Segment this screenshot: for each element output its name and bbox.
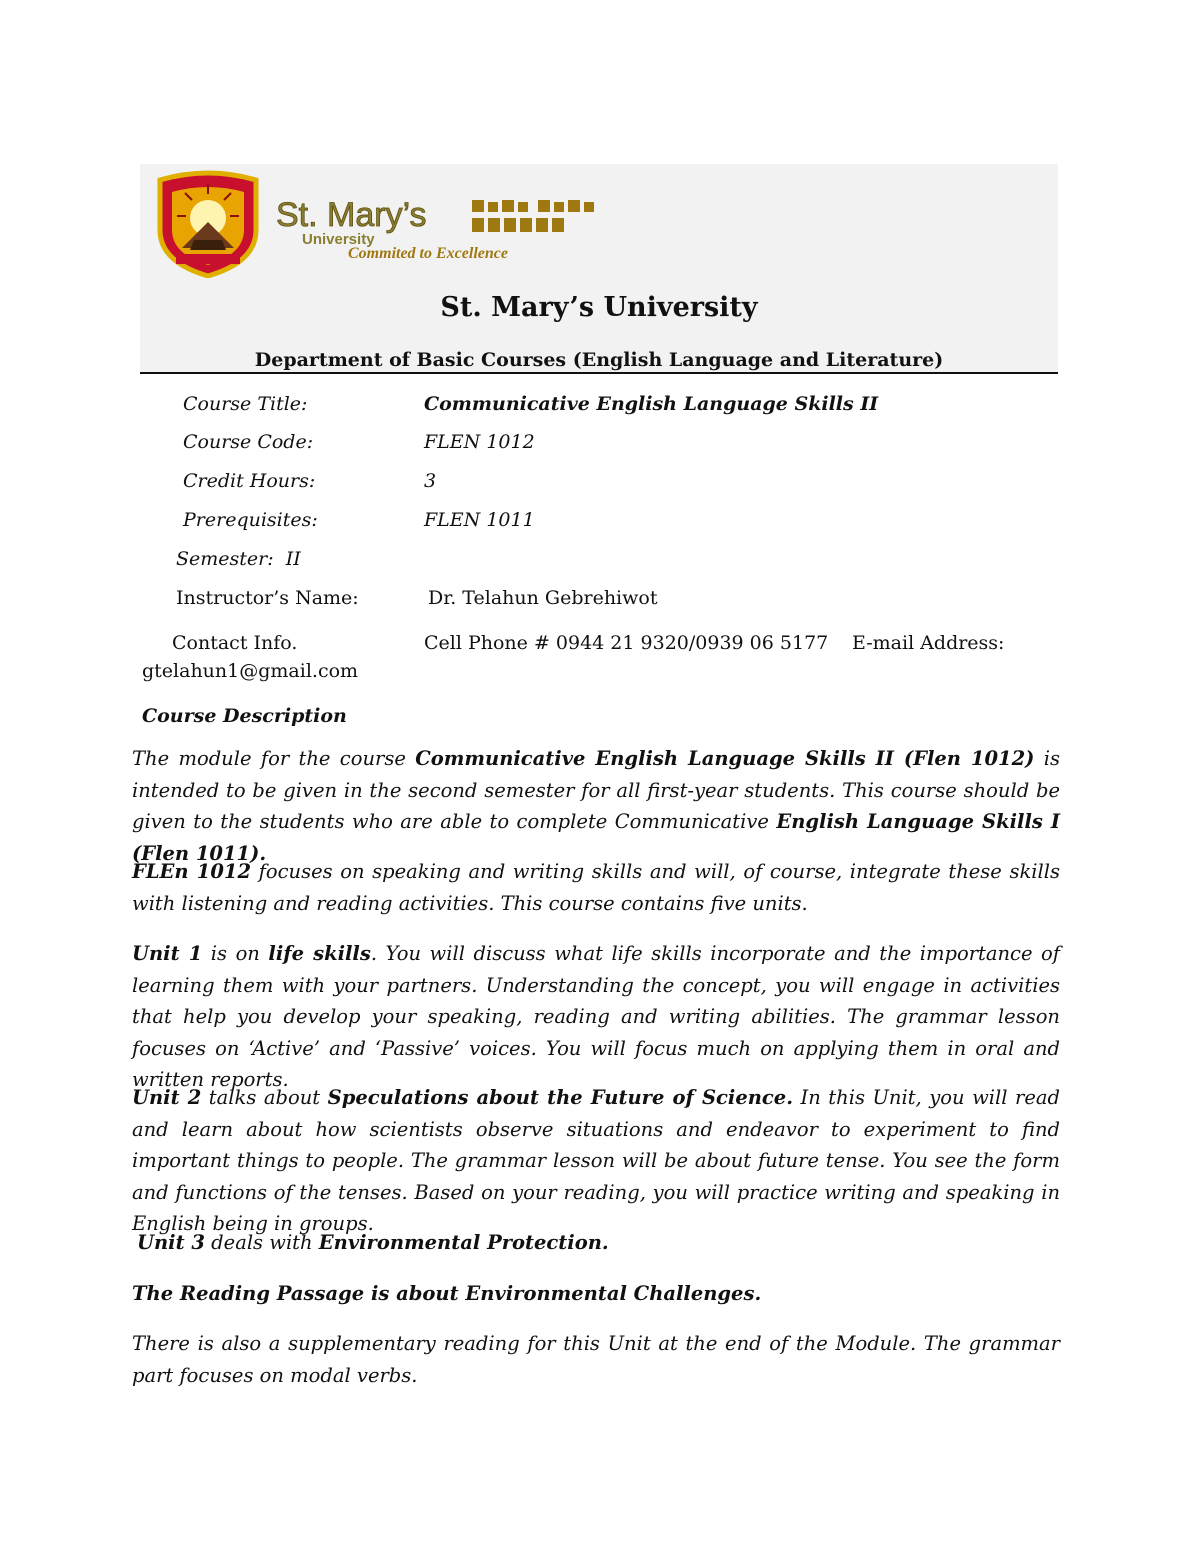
p5-topic: Environmental Protection — [318, 1231, 602, 1254]
p5-unit-label: Unit 3 — [137, 1231, 205, 1254]
p1-text-a: The module for the course — [132, 747, 416, 770]
university-wordmark-logo — [272, 192, 692, 262]
contact-email: gtelahun1@gmail.com — [142, 660, 359, 682]
course-description-heading: Course Description — [142, 705, 347, 727]
svg-text:University: University — [302, 231, 375, 248]
instructor-label: Instructor’s Name: — [176, 587, 359, 609]
description-paragraph-4 — [132, 1082, 1060, 1240]
description-paragraph-3 — [132, 938, 1060, 1096]
instructor-value: Dr. Telahun Gebrehiwot — [428, 587, 658, 609]
credit-hours-label: Credit Hours: — [183, 470, 316, 492]
contact-phone: Cell Phone # 0944 21 9320/0939 06 5177 — [424, 632, 829, 654]
svg-text:Commited to Excellence: Commited to Excellence — [348, 245, 508, 262]
p3-text-b: is on — [202, 942, 269, 965]
description-paragraph-5 — [137, 1227, 1065, 1259]
university-seal-logo — [152, 170, 264, 278]
p4-text-d: In this Unit, you will read and learn about how scientists observe situations and endeavor to experiment to find important things to people. The grammar lesson will be about future tense. You see the form and functions of the tenses. Based on your reading, you will practice writing and speaking in English being in groups. — [132, 1086, 1060, 1235]
p3-text-d: . You will discuss what life skills incorporate and the importance of learning them with your partners. Understanding the concept, you will engage in activities that help you develop your speaking, reading and writing abilities. The grammar lesson focuses on ‘Active’ and ‘Passive’ voices. You will focus much on applying them in oral and written reports. — [132, 942, 1060, 1091]
course-title-label: Course Title: — [183, 393, 308, 415]
semester-label: Semester: — [176, 548, 274, 570]
semester-row — [176, 548, 301, 570]
p1-text-c: is intended to be given in the second semester for all first-year students. This course should be given to the students who are able to complete Communicative — [132, 747, 1060, 833]
university-name: St. Mary’s University — [440, 292, 758, 323]
p5-text-b: deals with — [204, 1231, 319, 1254]
contact-email-label: E-mail Address: — [852, 632, 1005, 654]
p2-text: focuses on speaking and writing skills and will, of course, integrate these skills with listening and reading activities. This course contains five units. — [132, 860, 1060, 915]
p4-text-b: talks about — [201, 1086, 328, 1109]
prerequisites-value: FLEN 1011 — [424, 509, 535, 531]
semester-value: II — [285, 548, 301, 570]
letterhead — [140, 164, 1058, 374]
course-title-value: Communicative English Language Skills II — [424, 393, 879, 415]
contact-label: Contact Info. — [172, 632, 298, 654]
p1-course-name: Communicative English Language Skills II (Flen 1012) — [415, 747, 1035, 770]
p1-prereq-name: English Language Skills I (Flen 1011). — [132, 810, 1060, 865]
p2-course-code: FLEn 1012 — [132, 860, 252, 883]
p4-topic: Speculations about the Future of Science. — [327, 1086, 793, 1109]
credit-hours-value: 3 — [424, 470, 437, 492]
description-paragraph-6: The Reading Passage is about Environmental Challenges. — [132, 1282, 762, 1305]
p4-unit-label: Unit 2 — [132, 1086, 202, 1109]
course-code-value: FLEN 1012 — [424, 431, 535, 453]
p5-period: . — [601, 1231, 609, 1254]
p3-topic: life skills — [268, 942, 371, 965]
description-paragraph-1 — [132, 743, 1060, 869]
description-paragraph-7: There is also a supplementary reading for this Unit at the end of the Module. The grammar part focuses on modal verbs. — [132, 1332, 1060, 1387]
description-paragraph-2 — [132, 856, 1060, 919]
department-name: Department of Basic Courses (English Language and Literature) — [254, 349, 944, 371]
p3-unit-label: Unit 1 — [132, 942, 203, 965]
svg-text:St. Mary’s: St. Mary’s — [276, 196, 427, 234]
course-code-label: Course Code: — [183, 431, 314, 453]
prerequisites-label: Prerequisites: — [183, 509, 318, 531]
